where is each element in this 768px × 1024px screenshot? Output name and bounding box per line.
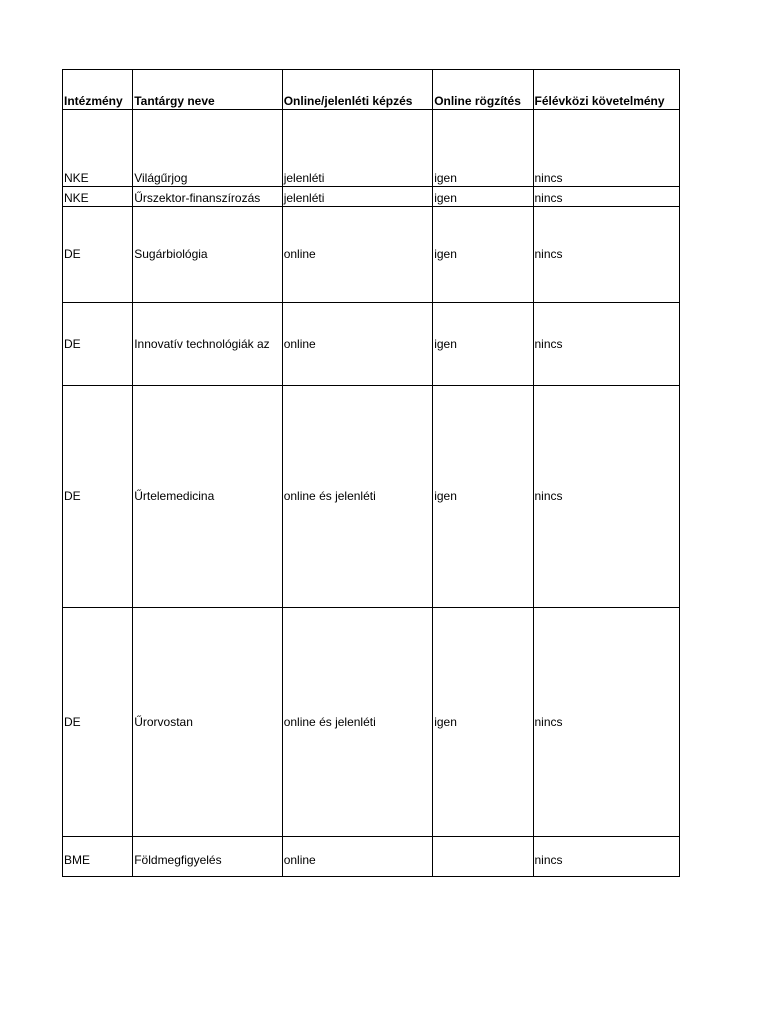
table-row [63,110,680,187]
header-institution: Intézmény [63,70,133,110]
cell-recording: igen [433,386,533,608]
header-training-mode: Online/jelenléti képzés [282,70,432,110]
cell-institution: DE [63,303,133,386]
cell-requirement: nincs [533,207,680,303]
cell-mode: online és jelenléti [282,608,432,837]
cell-course: Világűrjog [133,110,282,187]
cell-course: Innovatív technológiák az [133,303,282,386]
cell-recording: igen [433,303,533,386]
table-row [63,837,680,877]
cell-course: Sugárbiológia [133,207,282,303]
header-online-recording: Online rögzítés [433,70,533,110]
table-row [63,187,680,207]
cell-course: Űrtelemedicina [133,386,282,608]
cell-requirement: nincs [533,837,680,877]
cell-recording: igen [433,207,533,303]
table-row [63,386,680,608]
cell-recording: igen [433,187,533,207]
cell-mode: jelenléti [282,187,432,207]
cell-institution: DE [63,386,133,608]
cell-recording: igen [433,608,533,837]
cell-institution: DE [63,608,133,837]
cell-mode: jelenléti [282,110,432,187]
cell-institution: NKE [63,110,133,187]
cell-recording: igen [433,110,533,187]
cell-course: Űrorvostan [133,608,282,837]
cell-institution: NKE [63,187,133,207]
table-row [63,207,680,303]
cell-mode: online [282,303,432,386]
header-semester-requirement: Félévközi követelmény [533,70,680,110]
cell-institution: DE [63,207,133,303]
table-row [63,608,680,837]
header-row [63,70,680,110]
cell-recording [433,837,533,877]
table-row [63,303,680,386]
cell-course: Földmegfigyelés [133,837,282,877]
cell-requirement: nincs [533,110,680,187]
cell-mode: online és jelenléti [282,386,432,608]
header-course-name: Tantárgy neve [133,70,282,110]
cell-mode: online [282,207,432,303]
cell-requirement: nincs [533,187,680,207]
cell-institution: BME [63,837,133,877]
course-table [62,69,680,877]
cell-requirement: nincs [533,303,680,386]
cell-mode: online [282,837,432,877]
cell-requirement: nincs [533,608,680,837]
cell-course: Űrszektor-finanszírozás [133,187,282,207]
cell-requirement: nincs [533,386,680,608]
